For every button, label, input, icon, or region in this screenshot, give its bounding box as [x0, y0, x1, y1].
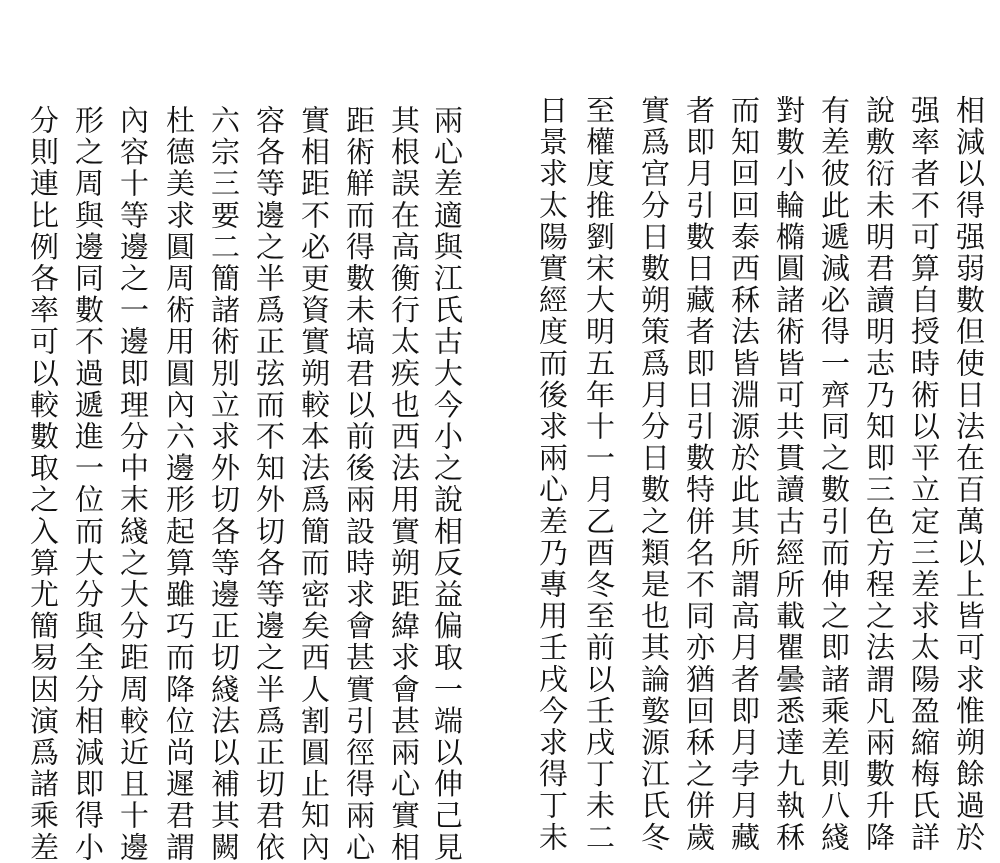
- right-page-column-10: 日景求太陽實經度而後求兩心差乃專用壬戌今求得丁未: [535, 95, 569, 854]
- left-page-column-3: 距術觧而得數未塙君以前後兩設時求會甚實引徑得兩心: [342, 105, 376, 863]
- right-page-column-7: 者即月引數日藏者即日引數特併名不同亦猶回秝之併歲: [682, 95, 716, 854]
- right-page-column-2: 强率者不可算自授時術以平立定三差求太陽盈縮梅氏詳: [907, 95, 941, 854]
- left-page-column-4: 實相距不必更資實朔較本法爲簡而密矣西人割圓止知內: [297, 105, 331, 863]
- left-page-column-8: 內容十等邊之一邊即理分中末綫之大分距周較近且十邊: [116, 105, 150, 863]
- left-page-column-10: 分則連比例各率可以較數取之入算尤簡易因演爲諸乘差: [26, 105, 60, 863]
- right-page-column-1: 相減以得强弱數但使日法在百萬以上皆可求惟朔餘過於: [952, 95, 986, 854]
- right-page-column-9: 至權度推劉宋大明五年十一月乙酉冬至前以壬戌丁未二: [582, 95, 616, 854]
- right-page-column-5: 對數小輪橢圓諸術皆可共貫讀古經所載瞿曇悉達九執秝: [772, 95, 806, 854]
- left-page-column-1: 兩心差適與江氏古大今小之說相反益偏取一端以伸己見: [430, 105, 464, 863]
- right-page-column-4: 有差彼此遞減必得一齊同之數引而伸之即諸乘差則八綫: [817, 95, 851, 854]
- right-page-column-3: 說敷衍未明君讀明志乃知即三色方程之法謂凡兩數升降: [862, 95, 896, 854]
- right-page-column-8: 實爲宫分日數朔策爲月分日數之類是也其論嬜源江氏冬: [637, 95, 671, 854]
- right-page-column-6: 而知回回泰西秝法皆淵源於此其所謂高月者即月孛月藏: [727, 95, 761, 854]
- left-page-column-5: 容各等邊之半爲正弦而不知外切各等邊之半爲正切君依: [252, 105, 286, 863]
- left-page-column-9: 形之周與邊同數不過遞進一位而大分與全分相減即得小: [71, 105, 105, 863]
- left-page-column-7: 杜德美求圓周術用圓內六邊形起算雖巧而降位尚遲君謂: [162, 105, 196, 863]
- left-page-column-6: 六宗三要二簡諸術別立求外切各等邊正切綫法以補其闕: [207, 105, 241, 863]
- left-page-column-2: 其根誤在高衡行太疾也西法用實朔距緯求會甚兩心實相: [387, 105, 421, 863]
